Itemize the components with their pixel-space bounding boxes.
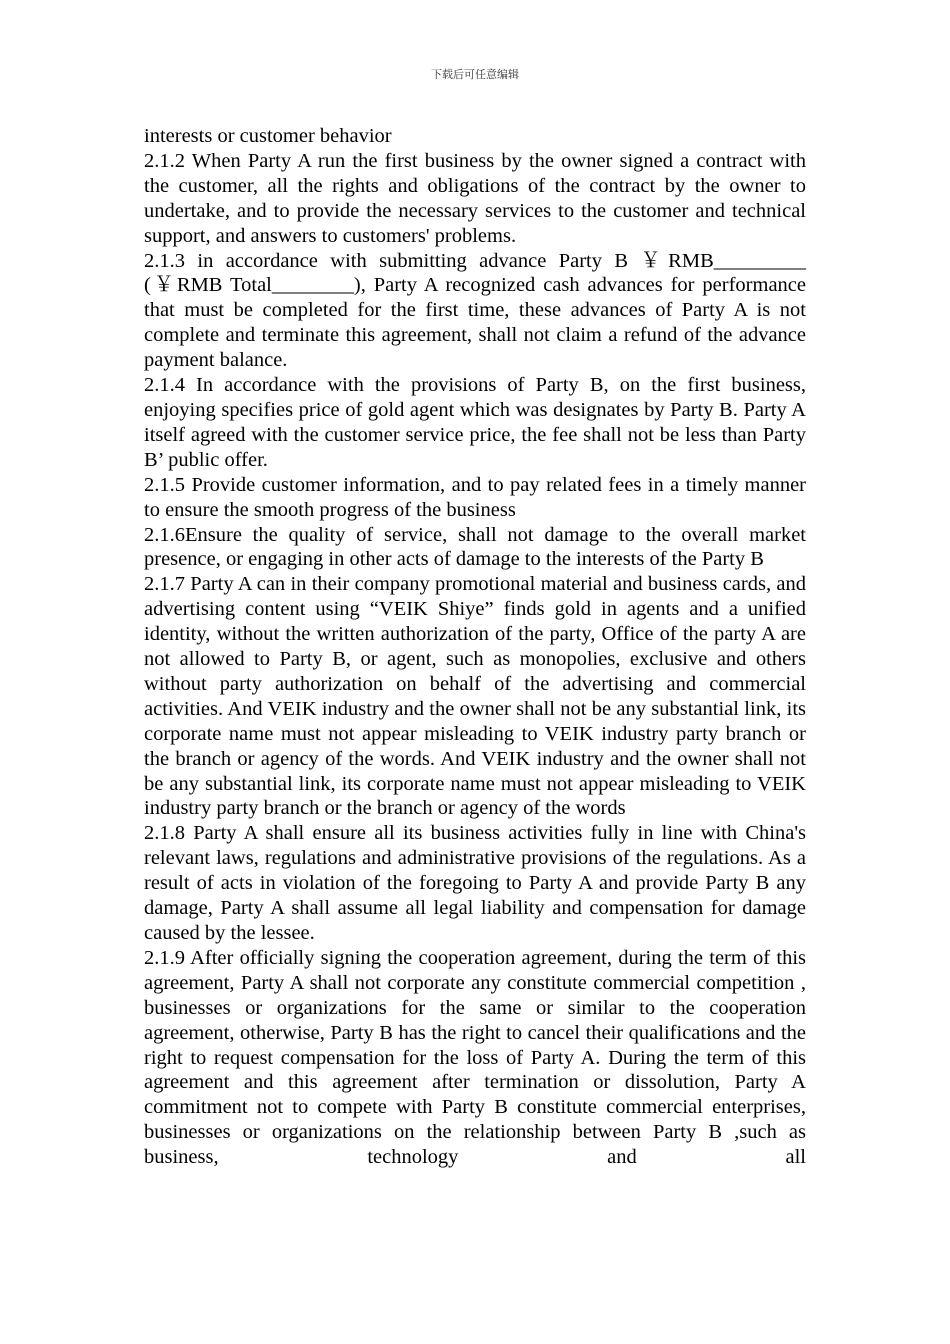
- paragraph-2-1-2: 2.1.2 When Party A run the first business by the owner signed a contract with the customer, all the rights and obligations of the contract by the owner to undertake, and to provide the necessary services to the customer and technical support, and answers to customers' problems.: [144, 149, 806, 247]
- paragraph-2-1-9: 2.1.9 After officially signing the cooperation agreement, during the term of this agreement, Party A shall not corporate any constitute commercial competition , businesses or organizations for the same or similar to the cooperation agreement, otherwise, Party B has the right to cancel their qualifications and the right to request compensation for the loss of Party A. During the term of this agreement and this agreement after termination or dissolution, Party A commitment not to compete with Party B constitute commercial enterprises, businesses or organizations on the relationship between Party B ,such as business, technology and all: [144, 946, 806, 1169]
- paragraph-2-1-6: 2.1.6Ensure the quality of service, shall not damage to the overall market presence, or engaging in other acts of damage to the interests of the Party B: [144, 523, 806, 571]
- page-header: 下载后可任意编辑: [431, 68, 519, 81]
- document-body: [144, 124, 806, 1170]
- paragraph-2-1-7: 2.1.7 Party A can in their company promotional material and business cards, and advertising content using “VEIK Shiye” finds gold in agents and a unified identity, without the written authorization of the party, Office of the party A are not allowed to Party B, or agent, such as monopolies, exclusive and others without party authorization on behalf of the advertising and commercial activities. And VEIK industry and the owner shall not be any substantial link, its corporate name must not appear misleading to VEIK industry party branch or the branch or agency of the words. And VEIK industry and the owner shall not be any substantial link, its corporate name must not appear misleading to VEIK industry party branch or the branch or agency of the words: [144, 573, 806, 820]
- paragraph: interests or customer behavior: [144, 125, 392, 147]
- paragraph-2-1-4: 2.1.4 In accordance with the provisions of Party B, on the first business, enjoying specifies price of gold agent which was designates by Party B. Party A itself agreed with the customer service price, the fee shall not be less than Party B’ public offer.: [144, 374, 806, 471]
- paragraph-2-1-5: 2.1.5 Provide customer information, and to pay related fees in a timely manner to ensure the smooth progress of the business: [144, 473, 806, 521]
- paragraph-2-1-8: 2.1.8 Party A shall ensure all its business activities fully in line with China's relevant laws, regulations and administrative provisions of the regulations. As a result of acts in violation of the foregoing to Party A and provide Party B any damage, Party A shall assume all legal liability and compensation for damage caused by the lessee.: [144, 822, 806, 944]
- paragraph-2-1-3: 2.1.3 in accordance with submitting advance Party B ￥RMB_________ (￥RMB Total________), Party A recognized cash advances for performance that must be completed for the first time, these advances of Party A is not complete and terminate this agreement, shall not claim a refund of the advance payment balance.: [144, 249, 806, 372]
